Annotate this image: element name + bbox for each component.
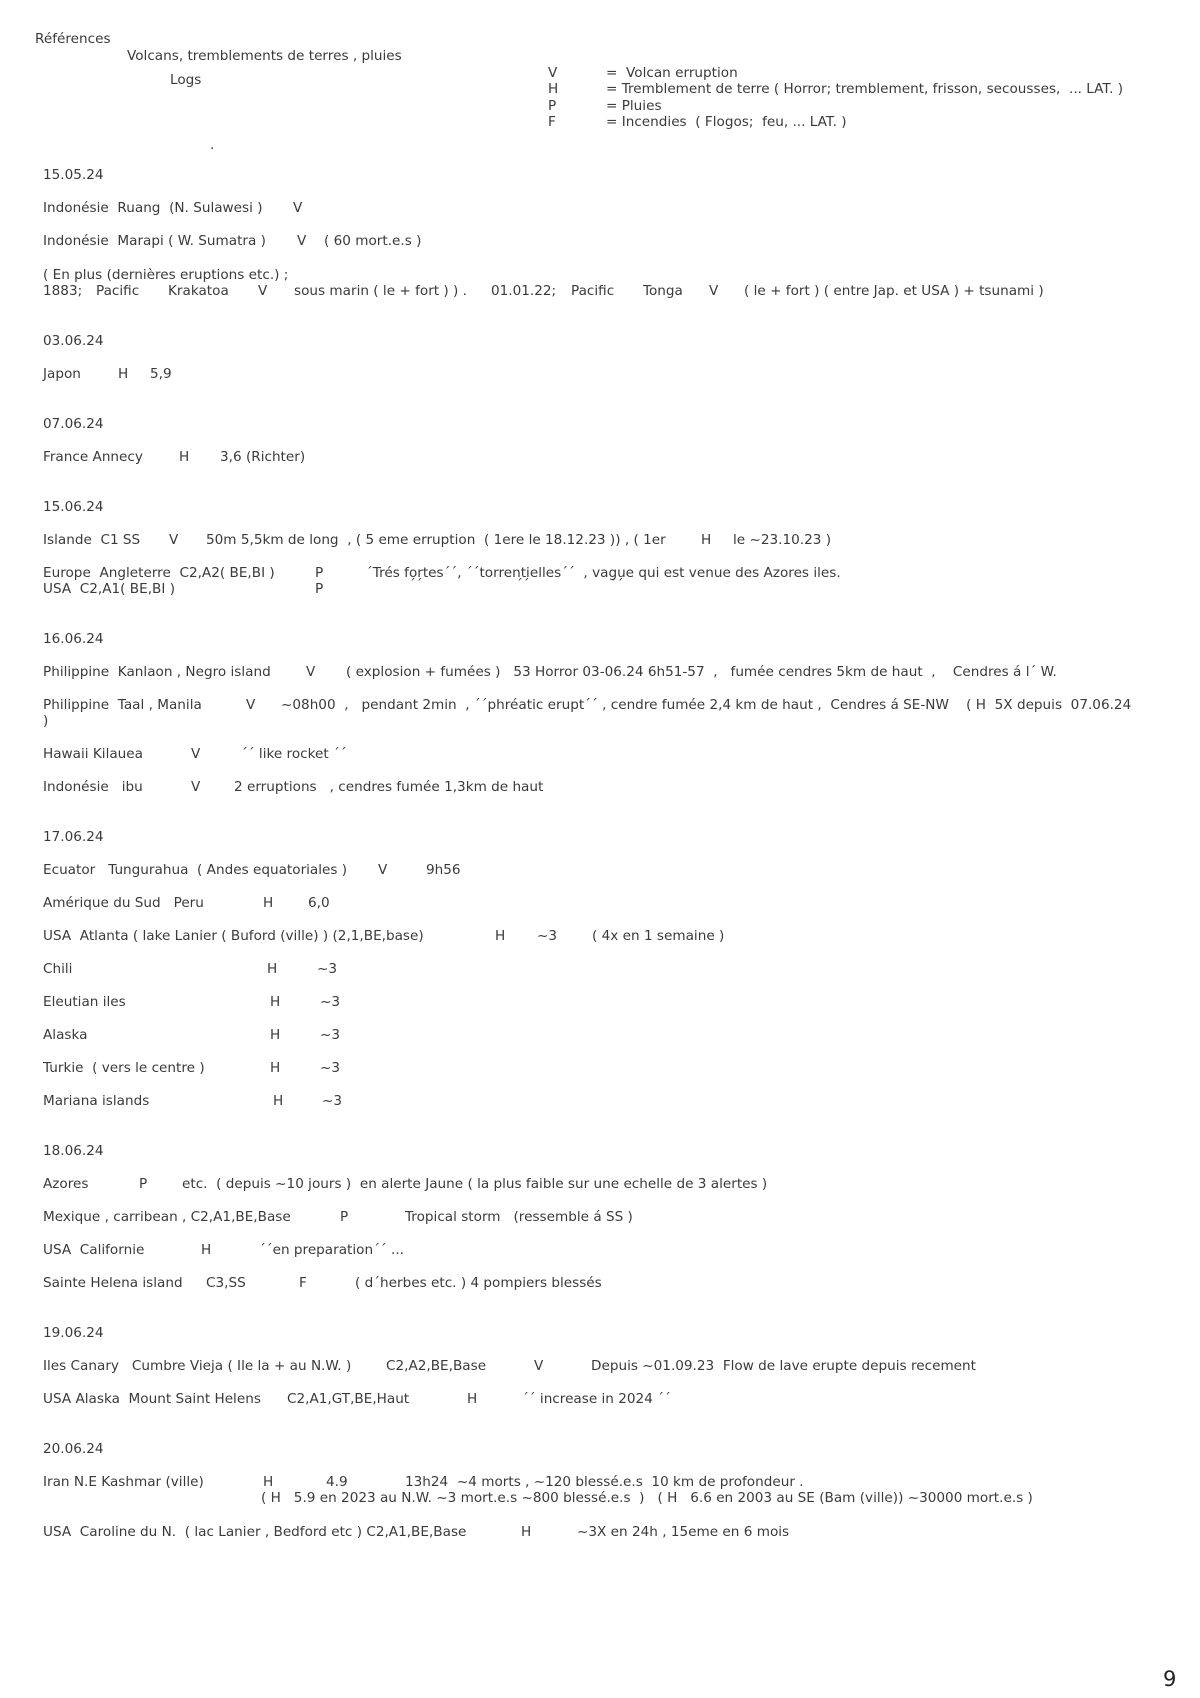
event-code: H: [270, 1027, 281, 1043]
event-value: ~3: [537, 928, 558, 944]
event-code: V: [191, 746, 201, 762]
legend-desc: = Volcan erruption: [606, 65, 738, 81]
logs-label: Logs: [170, 72, 202, 88]
event-place: Indonésie ibu: [43, 779, 143, 795]
event-place: Amérique du Sud Peru: [43, 895, 204, 911]
event-place: Iran N.E Kashmar (ville): [43, 1474, 204, 1490]
event-place: Philippine Kanlaon , Negro island: [43, 664, 271, 680]
event-code: H: [270, 1060, 281, 1076]
event-place: Hawaii Kilauea: [43, 746, 143, 762]
log-date: 15.06.24: [43, 499, 104, 515]
event-code: F: [299, 1275, 307, 1291]
history-name: Krakatoa: [168, 283, 229, 299]
log-date: 03.06.24: [43, 333, 104, 349]
event-note: le ~23.10.23 ): [733, 532, 832, 548]
event-place: Europe Angleterre C2,A2( BE,BI ): [43, 565, 275, 581]
event-place: Indonésie Ruang (N. Sulawesi ): [43, 200, 263, 216]
history-region: Pacific: [571, 283, 615, 299]
event-note: 50m 5,5km de long , ( 5 eme erruption ( 1ere le 18.12.23 )) , ( 1er: [206, 532, 666, 548]
event-place: Chili: [43, 961, 73, 977]
log-date: 19.06.24: [43, 1325, 104, 1341]
event-note: ~3X en 24h , 15eme en 6 mois: [577, 1524, 790, 1540]
event-zone: C2,A2,BE,Base: [386, 1358, 487, 1374]
ditto-mark: ´´: [610, 577, 624, 593]
event-place: USA Atlanta ( lake Lanier ( Buford (ville) ) (2,1,BE,base): [43, 928, 424, 944]
event-note: ´´ like rocket ´´: [241, 746, 347, 762]
event-code: V: [378, 862, 388, 878]
legend-desc: = Pluies: [606, 98, 662, 114]
event-note: ( d´herbes etc. ) 4 pompiers blessés: [355, 1275, 602, 1291]
event-code: H: [263, 895, 274, 911]
legend-desc: = Tremblement de terre ( Horror; tremblement, frisson, secousses, ... LAT. ): [606, 81, 1124, 97]
event-value: ~3: [317, 961, 338, 977]
event-note: Tropical storm (ressemble á SS ): [405, 1209, 633, 1225]
log-date: 15.05.24: [43, 167, 104, 183]
event-value: ~3: [320, 1060, 341, 1076]
event-place: Mariana islands: [43, 1093, 150, 1109]
event-code: H: [521, 1524, 532, 1540]
event-place: Azores: [43, 1176, 89, 1192]
event-value: 5,9: [150, 366, 172, 382]
event-code: H: [179, 449, 190, 465]
event-code: V: [293, 200, 303, 216]
event-code: H: [201, 1242, 212, 1258]
event-value: 6,0: [308, 895, 330, 911]
event-note: ´Trés fortes´´, ´´torrentielles´´ , vague qui est venue des Azores iles.: [366, 565, 841, 581]
legend-key: V: [548, 65, 558, 81]
event-place: Ecuator Tungurahua ( Andes equatoriales ): [43, 862, 348, 878]
event-place: Iles Canary Cumbre Vieja ( Ile la + au N.W. ): [43, 1358, 352, 1374]
log-date: 18.06.24: [43, 1143, 104, 1159]
log-date: 17.06.24: [43, 829, 104, 845]
event-code: H: [467, 1391, 478, 1407]
event-note: ( 4x en 1 semaine ): [592, 928, 725, 944]
history-region: Pacific: [96, 283, 140, 299]
history-note: ( En plus (dernières eruptions etc.) ;: [43, 267, 289, 283]
event-code: V: [534, 1358, 544, 1374]
log-date: 16.06.24: [43, 631, 104, 647]
event-code: V: [297, 233, 307, 249]
history-name: Tonga: [643, 283, 683, 299]
event-code: H: [495, 928, 506, 944]
event-note: etc. ( depuis ~10 jours ) en alerte Jaune ( la plus faible sur une echelle de 3 alertes ): [182, 1176, 768, 1192]
event-note: ( 60 mort.e.s ): [324, 233, 422, 249]
legend-key: P: [548, 98, 557, 114]
history-note: sous marin ( le + fort ) ) .: [294, 283, 468, 299]
event-code: H: [701, 532, 712, 548]
event-place: Alaska: [43, 1027, 88, 1043]
event-note: ~08h00 , pendant 2min , ´´phréatic erupt´´ , cendre fumée 2,4 km de haut , Cendres á SE-NW ( H 5X depuis 07.06.24: [281, 697, 1132, 713]
page-number: 9: [1163, 1667, 1177, 1691]
stray-dot: .: [210, 137, 215, 153]
event-zone: C2,A1,GT,BE,Haut: [287, 1391, 410, 1407]
event-value: 3,6 (Richter): [220, 449, 306, 465]
references-label: Références: [35, 31, 111, 47]
event-place: Islande C1 SS: [43, 532, 141, 548]
history-date: 01.01.22;: [491, 283, 557, 299]
event-place: Indonésie Marapi ( W. Sumatra ): [43, 233, 266, 249]
event-place: USA Caroline du N. ( lac Lanier , Bedford etc ) C2,A1,BE,Base: [43, 1524, 467, 1540]
event-place: Mexique , carribean , C2,A1,BE,Base: [43, 1209, 291, 1225]
event-code: H: [270, 994, 281, 1010]
event-code: H: [118, 366, 129, 382]
legend-key: H: [548, 81, 559, 97]
event-note: 13h24 ~4 morts , ~120 blessé.e.s 10 km de profondeur .: [405, 1474, 804, 1490]
event-zone: C3,SS: [206, 1275, 246, 1291]
event-place: Sainte Helena island: [43, 1275, 183, 1291]
event-value: ~3: [320, 1027, 341, 1043]
event-note: ´´en preparation´´ ...: [259, 1242, 404, 1258]
event-note: 9h56: [426, 862, 461, 878]
event-place: Philippine Taal , Manila: [43, 697, 202, 713]
history-year: 1883;: [43, 283, 83, 299]
event-place: USA C2,A1( BE,BI ): [43, 581, 176, 597]
event-place: USA Alaska Mount Saint Helens: [43, 1391, 261, 1407]
event-code: P: [139, 1176, 148, 1192]
history-code: V: [258, 283, 268, 299]
event-code: H: [267, 961, 278, 977]
event-code: V: [246, 697, 256, 713]
event-code: V: [191, 779, 201, 795]
event-note: 2 erruptions , cendres fumée 1,3km de haut: [234, 779, 544, 795]
event-code: P: [340, 1209, 349, 1225]
event-value: ~3: [322, 1093, 343, 1109]
legend-desc: = Incendies ( Flogos; feu, ... LAT. ): [606, 114, 847, 130]
ditto-mark: ´´: [516, 577, 530, 593]
event-place: Eleutian iles: [43, 994, 126, 1010]
event-place: Turkie ( vers le centre ): [43, 1060, 205, 1076]
log-date: 20.06.24: [43, 1441, 104, 1457]
event-value: ~3: [320, 994, 341, 1010]
history-note: ( le + fort ) ( entre Jap. et USA ) + tsunami ): [744, 283, 1044, 299]
ditto-mark: ´´: [409, 577, 423, 593]
event-place: France Annecy: [43, 449, 143, 465]
event-place: Japon: [43, 366, 81, 382]
event-code: H: [263, 1474, 274, 1490]
log-date: 07.06.24: [43, 416, 104, 432]
event-code: H: [273, 1093, 284, 1109]
event-note-continuation: ): [43, 713, 49, 729]
event-code: P: [315, 565, 324, 581]
document-subtitle: Volcans, tremblements de terres , pluies: [127, 48, 402, 64]
event-code: P: [315, 581, 324, 597]
event-note: ( H 5.9 en 2023 au N.W. ~3 mort.e.s ~800 blessé.e.s ) ( H 6.6 en 2003 au SE (Bam (ville)) ~30000 mort.e.s ): [261, 1490, 1033, 1506]
legend-key: F: [548, 114, 556, 130]
event-note: Depuis ~01.09.23 Flow de lave erupte depuis recement: [591, 1358, 976, 1374]
event-value: 4.9: [326, 1474, 348, 1490]
event-place: USA Californie: [43, 1242, 145, 1258]
event-note: ´´ increase in 2024 ´´: [522, 1391, 671, 1407]
history-code: V: [709, 283, 719, 299]
event-code: V: [306, 664, 316, 680]
event-code: V: [169, 532, 179, 548]
event-note: ( explosion + fumées ) 53 Horror 03-06.24 6h51-57 , fumée cendres 5km de haut , Cendres á l´ W.: [346, 664, 1057, 680]
